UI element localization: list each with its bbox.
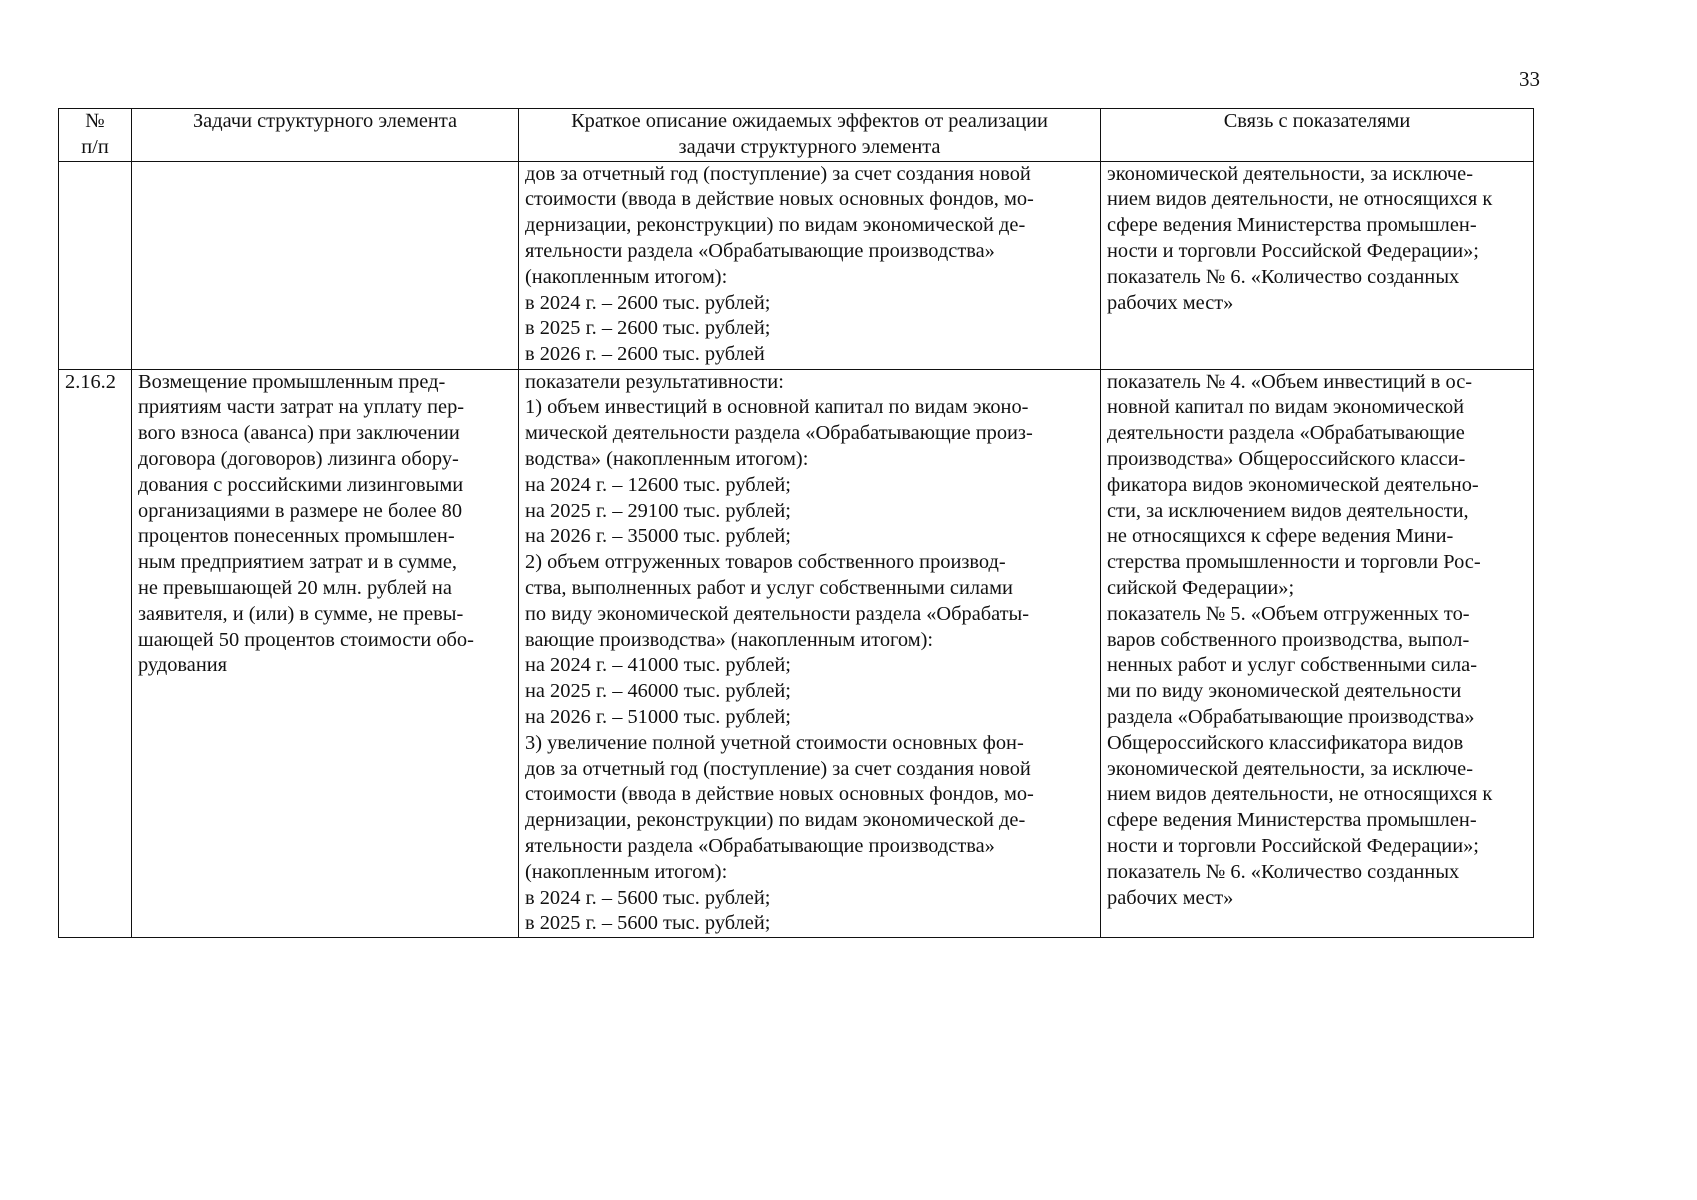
text-line: приятиям части затрат на уплату пер- [138, 396, 465, 419]
text-line: производства» Общероссийского класси- [1107, 447, 1466, 470]
text-line: Задачи структурного элемента [192, 110, 458, 132]
text-line: новной капитал по видам экономической [1107, 396, 1465, 419]
header-indicators [1101, 109, 1534, 162]
text-line: 3) увеличение полной учетной стоимости основных фон- [525, 731, 1024, 754]
text-line: задачи структурного элемента [678, 135, 941, 158]
table-row [59, 369, 1534, 938]
text-line: 1) объем инвестиций в основной капитал по видам эконо- [525, 396, 1029, 419]
text-line: Краткое описание ожидаемых эффектов от реализации [571, 110, 1048, 132]
text-line: на 2026 г. – 51000 тыс. рублей; [525, 705, 791, 728]
text-line: варов собственного производства, выпол- [1107, 628, 1470, 651]
row-number-cell: 2.16.2 [59, 369, 132, 938]
text-line: ненных работ и услуг собственными сила- [1107, 654, 1477, 677]
header-effects [519, 109, 1101, 162]
table-row [59, 161, 1534, 369]
text-line: дов за отчетный год (поступление) за счет создания новой [525, 757, 1031, 780]
text-line: шающей 50 процентов стоимости обо- [138, 628, 474, 651]
text-line: не относящихся к сфере ведения Мини- [1107, 525, 1454, 548]
text-line: стоимости (ввода в действие новых основных фондов, мо- [525, 188, 1034, 211]
task-cell [132, 161, 519, 369]
text-line: экономической деятельности, за исключе- [1107, 757, 1474, 780]
text-line: деятельности раздела «Обрабатывающие [1107, 422, 1465, 445]
header-tasks [132, 109, 519, 162]
text-line: ности и торговли Российской Федерации»; [1107, 239, 1479, 262]
text-line: показатели результативности: [525, 370, 784, 393]
text-line: по виду экономической деятельности раздела «Обрабаты- [525, 602, 1030, 625]
text-line: в 2025 г. – 5600 тыс. рублей; [525, 912, 771, 935]
text-line: договора (договоров) лизинга обору- [138, 447, 459, 470]
indicators-cell [1101, 369, 1534, 938]
text-line: нием видов деятельности, не относящихся к [1107, 188, 1493, 211]
text-line: дования с российскими лизинговыми [138, 473, 464, 496]
table-header-row [59, 109, 1534, 162]
text-line: дов за отчетный год (поступление) за счет создания новой [525, 162, 1031, 185]
text-line: на 2024 г. – 12600 тыс. рублей; [525, 473, 791, 496]
header-number [59, 109, 132, 162]
text-line: показатель № 5. «Объем отгруженных то- [1107, 602, 1470, 625]
text-line: показатель № 6. «Количество созданных [1107, 860, 1460, 883]
row-number-cell [59, 161, 132, 369]
text-line: на 2025 г. – 46000 тыс. рублей; [525, 680, 791, 703]
text-line: в 2025 г. – 2600 тыс. рублей; [525, 317, 771, 340]
text-line: заявителя, и (или) в сумме, не превы- [138, 602, 464, 625]
indicators-cell [1101, 161, 1534, 369]
document-table [58, 108, 1534, 938]
text-line: п/п [81, 135, 109, 158]
text-line: рабочих мест» [1107, 886, 1234, 909]
text-line: № [85, 110, 105, 132]
text-line: ства, выполненных работ и услуг собственными силами [525, 576, 1013, 599]
text-line: (накопленным итогом): [525, 860, 728, 883]
effects-cell [519, 161, 1101, 369]
text-line: ми по виду экономической деятельности [1107, 680, 1462, 703]
text-line: фикатора видов экономической деятельно- [1107, 473, 1479, 496]
text-line: Общероссийского классификатора видов [1107, 731, 1464, 754]
text-line: ятельности раздела «Обрабатывающие производства» [525, 239, 995, 262]
text-line: Связь с показателями [1223, 110, 1411, 132]
text-line: рудования [138, 654, 228, 677]
text-line: Возмещение промышленным пред- [138, 370, 446, 393]
page-number: 33 [1519, 67, 1540, 91]
text-line: ным предприятием затрат и в сумме, [138, 551, 458, 574]
text-line: в 2024 г. – 2600 тыс. рублей; [525, 291, 771, 314]
text-line: на 2025 г. – 29100 тыс. рублей; [525, 499, 791, 522]
task-cell [132, 369, 519, 938]
text-line: вающие производства» (накопленным итогом): [525, 628, 934, 651]
text-line: 2) объем отгруженных товаров собственного производ- [525, 551, 1006, 574]
text-line: сфере ведения Министерства промышлен- [1107, 809, 1477, 832]
text-line: показатель № 4. «Объем инвестиций в ос- [1107, 370, 1473, 393]
text-line: не превышающей 20 млн. рублей на [138, 576, 452, 599]
text-line: стоимости (ввода в действие новых основных фондов, мо- [525, 783, 1034, 806]
text-line: на 2024 г. – 41000 тыс. рублей; [525, 654, 791, 677]
text-line: (накопленным итогом): [525, 265, 728, 288]
text-line: нием видов деятельности, не относящихся к [1107, 783, 1493, 806]
text-line: раздела «Обрабатывающие производства» [1107, 705, 1475, 728]
text-line: дернизации, реконструкции) по видам экономической де- [525, 809, 1026, 832]
text-line: организациями в размере не более 80 [138, 499, 463, 522]
text-line: сийской Федерации»; [1107, 576, 1295, 599]
text-line: в 2026 г. – 2600 тыс. рублей [525, 343, 765, 366]
text-line: стерства промышленности и торговли Рос- [1107, 551, 1481, 574]
text-line: в 2024 г. – 5600 тыс. рублей; [525, 886, 771, 909]
text-line: на 2026 г. – 35000 тыс. рублей; [525, 525, 791, 548]
text-line: ятельности раздела «Обрабатывающие производства» [525, 834, 995, 857]
text-line: рабочих мест» [1107, 291, 1234, 314]
effects-cell [519, 369, 1101, 938]
text-line: экономической деятельности, за исключе- [1107, 162, 1474, 185]
text-line: сфере ведения Министерства промышлен- [1107, 214, 1477, 237]
text-line: мической деятельности раздела «Обрабатывающие произ- [525, 422, 1033, 445]
text-line: дернизации, реконструкции) по видам экономической де- [525, 214, 1026, 237]
text-line: водства» (накопленным итогом): [525, 447, 809, 470]
text-line: вого взноса (аванса) при заключении [138, 422, 460, 445]
text-line: показатель № 6. «Количество созданных [1107, 265, 1460, 288]
text-line: процентов понесенных промышлен- [138, 525, 455, 548]
text-line: сти, за исключением видов деятельности, [1107, 499, 1469, 522]
text-line: ности и торговли Российской Федерации»; [1107, 834, 1479, 857]
